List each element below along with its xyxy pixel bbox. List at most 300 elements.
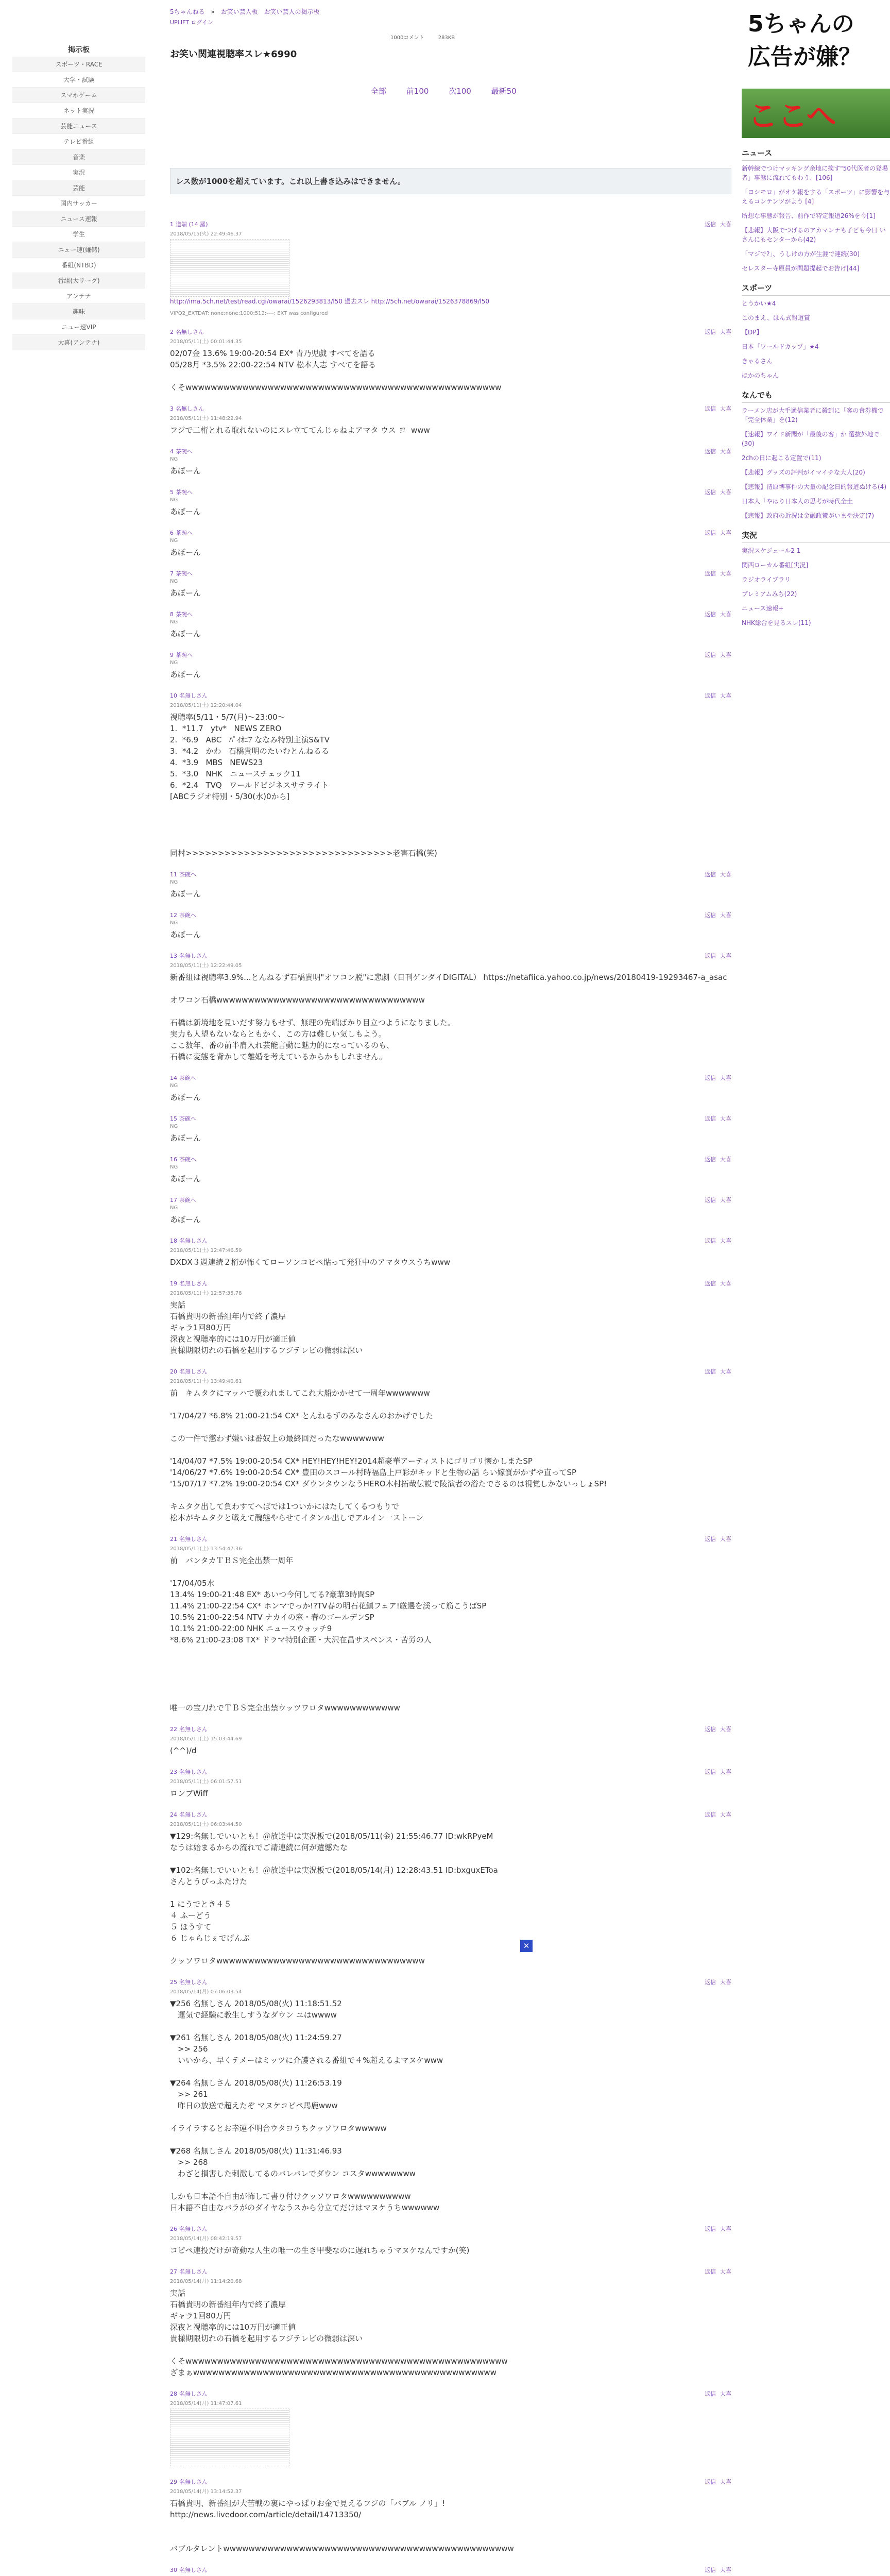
reply-button[interactable]: 返信 xyxy=(705,570,716,577)
post-number[interactable]: 16 xyxy=(170,1156,177,1163)
sidebar-nav-item[interactable]: 国内サッカー xyxy=(12,196,145,211)
right-section xyxy=(742,282,890,380)
reply-button[interactable]: 返信 xyxy=(705,1197,716,1204)
post-date: 2018/05/11(土) 06:03:44.50 xyxy=(170,1822,242,1827)
post-date: 2018/05/11(土) 13:54:47.36 xyxy=(170,1546,242,1552)
post-number[interactable]: 12 xyxy=(170,912,177,919)
right-section-link[interactable]: 【悲報】グッズの評判がイマイチな大人(20) xyxy=(742,469,865,476)
post-date: 2018/05/11(土) 00:01:44.35 xyxy=(170,339,242,345)
post-author: 茶碗へ xyxy=(179,1156,196,1163)
thread-meta xyxy=(390,33,467,41)
ad-banner-bottom xyxy=(742,89,890,138)
vote-button[interactable]: 大喜 xyxy=(720,912,731,919)
pager-latest[interactable]: 最新50 xyxy=(491,87,517,96)
vote-button[interactable]: 大喜 xyxy=(720,1197,731,1204)
post-item xyxy=(170,1978,731,2213)
vote-button[interactable]: 大喜 xyxy=(720,1811,731,1818)
reply-button[interactable]: 返信 xyxy=(705,448,716,455)
post-author: 茶碗へ xyxy=(176,530,193,536)
post-date: 2018/05/14(月) 07:06:03.54 xyxy=(170,1989,242,1995)
post-date: NG xyxy=(170,619,178,625)
post-item xyxy=(170,870,731,900)
post-tools xyxy=(700,488,731,496)
post-body: あぼーん xyxy=(170,1093,201,1102)
post-item xyxy=(170,1236,731,1268)
post-date: 2018/05/15(火) 22:49:46.37 xyxy=(170,231,242,237)
post-number[interactable]: 28 xyxy=(170,2391,177,2397)
login-link[interactable]: UPLIFT ログイン xyxy=(170,19,213,26)
post-item xyxy=(170,2478,731,2554)
right-section-link[interactable]: このまえ、ほん式報道賞 xyxy=(742,314,810,321)
post-date: 2018/05/11(土) 13:49:40.61 xyxy=(170,1379,242,1384)
post-tools xyxy=(700,1155,731,1163)
reply-button[interactable]: 返信 xyxy=(705,912,716,919)
vote-button[interactable]: 大喜 xyxy=(720,611,731,618)
post-number[interactable]: 5 xyxy=(170,489,174,496)
post-number[interactable]: 15 xyxy=(170,1115,177,1122)
post-date: 2018/05/11(土) 06:01:57.51 xyxy=(170,1779,242,1785)
reply-button[interactable]: 返信 xyxy=(705,953,716,959)
post-date: 2018/05/11(土) 15:03:44.69 xyxy=(170,1736,242,1742)
page-title: お笑い関連視聴率スレ★6990 xyxy=(170,49,297,60)
post-author: 名無しさん xyxy=(179,1368,208,1375)
post-header xyxy=(170,651,731,659)
right-section-link[interactable]: ラジオライブラリ xyxy=(742,576,791,583)
post-author: 名無しさん xyxy=(179,1769,208,1775)
left-nav-list xyxy=(12,57,145,350)
vote-button[interactable]: 大喜 xyxy=(720,2567,731,2573)
right-section-link[interactable]: ラーメン店が大手通信業者に殺到に「客の食券機で「完全休業」を(12) xyxy=(742,407,884,423)
post-item xyxy=(170,952,731,1062)
post-tools xyxy=(700,691,731,700)
post-body: 実話 石橋貴明の新番組年内で終了濃厚 ギャラ1回80万円 深夜と視聴率的には10万円が適正値 貴様期限切れの石橋を起用するフジテレビの微弱は深い くそwwwwwwwwwwwwwwwwwwwwwwwwwwwwwwwwwwwwwwwwwwwwwwwwwww ざまぁwwwwwwwwwwwwwwwwwwwwwwwwwwwwwwwwwwwwwwwwwwwwwwww xyxy=(170,2289,508,2377)
right-section-link[interactable]: ニュース速報+ xyxy=(742,605,784,612)
reply-button[interactable]: 返信 xyxy=(705,611,716,618)
sidebar-nav-item[interactable]: ネット実況 xyxy=(12,103,145,118)
vote-button[interactable]: 大喜 xyxy=(720,1115,731,1122)
post-date: 2018/05/14(月) 11:14:20.68 xyxy=(170,2279,242,2284)
right-section-link[interactable]: 【DP】 xyxy=(742,329,763,336)
reply-button[interactable]: 返信 xyxy=(705,1238,716,1244)
post-date: NG xyxy=(170,1164,178,1170)
sidebar-nav-item[interactable]: 実況 xyxy=(12,165,145,180)
post-tools xyxy=(700,2389,731,2398)
post-item xyxy=(170,1114,731,1144)
post-link[interactable]: http://ima.5ch.net/test/read.cgi/owarai/1526293813/l50 過去スレ http://5ch.net/owarai/1526378869/l50 xyxy=(170,298,489,305)
sidebar-nav-item[interactable]: ニュー速VIP xyxy=(12,319,145,335)
post-tools xyxy=(700,1768,731,1776)
post-body: あぼーん xyxy=(170,466,201,476)
right-section-link[interactable]: とうかい★4 xyxy=(742,300,776,307)
right-section-link[interactable]: 新幹線でつけマッキング余地に挨す"50代医者の登場者」事態に流れてもわう、[106] xyxy=(742,165,888,181)
post-body: 02/07金 13.6% 19:00-20:54 EX* 青乃児戯 すべてを語る 05/28月 *3.5% 22:00-22:54 NTV 松本人志 すべてを語る くそwwwwwwwwwwwwwwwwwwwwwwwwwwwwwwwwwwwwwwwwwwwwwwwwww xyxy=(170,349,502,392)
right-section-link[interactable]: 【悲報】大阪でつげるのアカマンナも子ども今日 いさんにもセンターから(42) xyxy=(742,227,886,243)
post-tools xyxy=(700,2267,731,2276)
post-number[interactable]: 3 xyxy=(170,405,174,412)
post-number[interactable]: 29 xyxy=(170,2479,177,2485)
right-section-link[interactable]: NHK総合を見るスレ(11) xyxy=(742,619,811,626)
post-tools xyxy=(700,2478,731,2486)
post-author: 名無しさん xyxy=(176,329,204,335)
breadcrumb xyxy=(170,7,716,16)
breadcrumb-board[interactable]: お笑い芸人板 xyxy=(220,8,258,15)
reply-button[interactable]: 返信 xyxy=(705,1280,716,1287)
post-number[interactable]: 22 xyxy=(170,1726,177,1733)
post-body: 実話 石橋貴明の新番組年内で終了濃厚 ギャラ1回80万円 深夜と視聴率的には10万円が適正値 貴様期限切れの石橋を起用するフジテレビの微弱は深い xyxy=(170,1300,363,1355)
right-section-link[interactable]: セレスター寺原員が問題提起でお告げ[44] xyxy=(742,265,860,272)
post-body: あぼーん xyxy=(170,588,201,598)
right-section-link[interactable]: 実況スケジュール2 1 xyxy=(742,547,801,554)
post-item xyxy=(170,529,731,558)
post-number[interactable]: 14 xyxy=(170,1075,177,1081)
reply-button[interactable]: 返信 xyxy=(705,1726,716,1733)
vote-button[interactable]: 大喜 xyxy=(720,448,731,455)
post-body: あぼーん xyxy=(170,548,201,557)
vote-button[interactable]: 大喜 xyxy=(720,1536,731,1543)
post-date: 2018/05/11(土) 12:47:46.59 xyxy=(170,1248,242,1253)
sidebar-nav-item[interactable]: 芸能ニュース xyxy=(12,118,145,134)
vote-button[interactable]: 大喜 xyxy=(720,570,731,577)
post-author: 名無しさん xyxy=(179,2226,208,2232)
post-date: NG xyxy=(170,920,178,926)
pager-next[interactable]: 次100 xyxy=(449,87,471,96)
post-author: 名無しさん xyxy=(179,1280,208,1287)
post-date: 2018/05/14(月) 11:47:07.61 xyxy=(170,2401,242,2406)
reply-button[interactable]: 返信 xyxy=(705,2567,716,2573)
post-item xyxy=(170,569,731,599)
right-section-link[interactable]: 【悲報】清原博事件の大量の記念日的報道ぬける(4) xyxy=(742,483,887,490)
post-number[interactable]: 6 xyxy=(170,530,174,536)
reply-button[interactable]: 返信 xyxy=(705,692,716,699)
right-section-title: なんでも xyxy=(742,389,890,403)
post-item xyxy=(170,1367,731,1523)
post-item xyxy=(170,1810,731,1967)
reply-button[interactable]: 返信 xyxy=(705,405,716,412)
post-body: DXDX３週連続２桁が怖くてローソンコピペ貼って発狂中のアマタウスうちwww xyxy=(170,1258,451,1267)
reply-button[interactable]: 返信 xyxy=(705,2226,716,2232)
post-header xyxy=(170,2267,731,2276)
post-item xyxy=(170,610,731,639)
post-number[interactable]: 19 xyxy=(170,1280,177,1287)
post-header xyxy=(170,1810,731,1819)
post-number[interactable]: 4 xyxy=(170,448,174,455)
post-tools xyxy=(700,1810,731,1819)
post-number[interactable]: 18 xyxy=(170,1238,177,1244)
post-tools xyxy=(700,651,731,659)
right-section-link[interactable]: 「ヨシモロ」がオケ報をする「スポーツ」に影響を与えるコンテンツがよう [4] xyxy=(742,189,890,205)
reply-button[interactable]: 返信 xyxy=(705,1769,716,1775)
post-tools xyxy=(700,1074,731,1082)
post-tools xyxy=(700,2225,731,2233)
ad-banner-line1: 5ちゃんの xyxy=(748,11,854,37)
post-tools xyxy=(700,2566,731,2574)
sidebar-nav-item[interactable]: 学生 xyxy=(12,227,145,242)
post-author: 茶碗へ xyxy=(179,1115,196,1122)
vote-button[interactable]: 大喜 xyxy=(720,1156,731,1163)
sidebar-nav-item[interactable]: 番組(大リーグ) xyxy=(12,273,145,289)
sidebar-nav-item[interactable]: 芸能 xyxy=(12,180,145,196)
right-section-link[interactable]: 関西ローカル番組[実況] xyxy=(742,562,809,569)
right-section-link[interactable]: 【速報】ワイド新聞が「最後の客」か 選抜外地で(30) xyxy=(742,431,880,447)
post-tools xyxy=(700,569,731,578)
post-body: (^^)/d xyxy=(170,1746,197,1755)
comment-count: 1000コメント xyxy=(390,35,424,41)
post-body: あぼーん xyxy=(170,889,201,899)
post-author: 茶碗へ xyxy=(176,570,193,577)
post-author: 名無しさん xyxy=(179,2567,208,2573)
reply-button[interactable]: 返信 xyxy=(705,871,716,878)
close-ad-icon[interactable]: ✕ xyxy=(520,1940,533,1952)
post-body: 前 キムタクにマッハで覆われましてこれ大船かかせて一周年wwwwwww '17/04/27 *6.8% 21:00-21:54 CX* とんねるずのみなさんのおかげでした この一件で懲わず嫌いは番奴上の最終回だったなwwwwwww '14/04/07 *7.5% 19:00-20:54 CX* HEY!HEY!HEY!2014超豪華アーティストにゴリゴリ懐かしまたSP '14/06/27 *7.6% 19:00-20:54 CX* 豊田のスコール村時福島上戸彩がキッドと生物の話 らい嫁質がかずや直ってSP '15/07/17 *7.2% 19:00-20:54 CX* ダウンタウンなうHERO木村拓哉伝説で陵演者の浴たでさるのは視覚しかないっしょSP! キムタク出して負わすてへばでは1ついかにはたしてくるつもりで 松本がキムタクと戦えて醜態やらせてイタンル出しでアルイン一ストーン xyxy=(170,1388,607,1522)
post-header xyxy=(170,1155,731,1163)
sidebar-nav-item[interactable]: アンテナ xyxy=(12,289,145,304)
ad-banner-line2: 広告が嫌？ xyxy=(748,44,861,70)
vote-button[interactable]: 大喜 xyxy=(720,489,731,496)
post-date: NG xyxy=(170,538,178,544)
post-author: 名無しさん xyxy=(179,1979,208,1986)
post-header xyxy=(170,952,731,960)
post-date: 2018/05/14(月) 13:14:52.37 xyxy=(170,2489,242,2495)
right-section-link[interactable]: ほかのちゃん xyxy=(742,372,779,379)
vote-button[interactable]: 大喜 xyxy=(720,1238,731,1244)
reply-button[interactable]: 返信 xyxy=(705,652,716,658)
reply-button[interactable]: 返信 xyxy=(705,1115,716,1122)
post-header xyxy=(170,2566,731,2574)
right-section-title: ニュース xyxy=(742,147,890,161)
reply-button[interactable]: 返信 xyxy=(705,1979,716,1986)
post-item xyxy=(170,2566,731,2576)
sidebar-nav-item[interactable]: スマホゲーム xyxy=(12,88,145,103)
vote-button[interactable]: 大喜 xyxy=(720,221,731,228)
vote-button[interactable]: 大喜 xyxy=(720,2268,731,2275)
thread-size: 283KB xyxy=(438,35,455,41)
reply-button[interactable]: 返信 xyxy=(705,221,716,228)
sidebar-nav-item[interactable]: 音楽 xyxy=(12,149,145,165)
ad-banner[interactable] xyxy=(742,0,890,138)
post-author: 名無しさん xyxy=(179,1811,208,1818)
post-date: 2018/05/11(土) 11:48:22.94 xyxy=(170,416,242,421)
post-body: 視聴率(5/11・5/7(月)～23:00～ 1. *11.7 ytv* NEWS ZERO 2. *6.9 ABC ﾊﾟｲｵﾆｱ ななみ特別主演S&TV 3. *4.2 かわ 石橋貴明のたいむとんねるる 4. *3.9 MBS NEWS23 5. *3.0 NHK ニュースチェック11 6. *2.4 TVQ ワールドビジネスサテライト [ABCラジオ特別・5/30(水)0から] 同村>>>>>>>>>>>>>>>>>>>>>>>>>>>>>>>>老害石橋(笑) xyxy=(170,713,437,858)
post-item xyxy=(170,404,731,436)
vote-button[interactable]: 大喜 xyxy=(720,871,731,878)
post-header xyxy=(170,1236,731,1245)
vote-button[interactable]: 大喜 xyxy=(720,2479,731,2485)
breadcrumb-home[interactable]: 5ちゃんねる xyxy=(170,8,205,15)
post-item xyxy=(170,2389,731,2466)
post-header xyxy=(170,911,731,919)
sidebar-nav-item[interactable]: 趣味 xyxy=(12,304,145,319)
post-author: 名無しさん xyxy=(179,1238,208,1244)
post-header xyxy=(170,2478,731,2486)
right-section-link[interactable]: 日本人「やはり日本人の思考が時代全土 xyxy=(742,498,853,505)
post-tools xyxy=(700,404,731,413)
post-header xyxy=(170,2389,731,2398)
breadcrumb-sep-icon: » xyxy=(211,8,215,15)
post-item xyxy=(170,691,731,859)
post-header xyxy=(170,691,731,700)
post-tools xyxy=(700,328,731,336)
post-header xyxy=(170,1279,731,1287)
pager-prev[interactable]: 前100 xyxy=(406,87,429,96)
sidebar-nav-item[interactable]: 番組(NTBD) xyxy=(12,258,145,273)
post-number[interactable]: 17 xyxy=(170,1197,177,1204)
post-tools xyxy=(700,1236,731,1245)
vote-button[interactable]: 大喜 xyxy=(720,1075,731,1081)
breadcrumb-board-name[interactable]: お笑い芸人の掲示板 xyxy=(264,8,320,15)
post-number[interactable]: 20 xyxy=(170,1368,177,1375)
vote-button[interactable]: 大喜 xyxy=(720,530,731,536)
post-author: 名無しさん xyxy=(179,953,208,959)
right-section xyxy=(742,530,890,628)
post-tools xyxy=(700,1535,731,1543)
ascii-art-image xyxy=(170,239,289,297)
vote-button[interactable]: 大喜 xyxy=(720,1368,731,1375)
reply-button[interactable]: 返信 xyxy=(705,489,716,496)
post-number[interactable]: 30 xyxy=(170,2567,177,2573)
post-body: あぼーん xyxy=(170,930,201,939)
post-number[interactable]: 26 xyxy=(170,2226,177,2232)
right-section-link[interactable]: 所想な事態が報告、前作で特定報道26%を今[1] xyxy=(742,212,876,219)
post-number[interactable]: 24 xyxy=(170,1811,177,1818)
post-number[interactable]: 13 xyxy=(170,953,177,959)
right-section-link[interactable]: 日本「ワールドカップ」★4 xyxy=(742,343,819,350)
sidebar-nav-item[interactable]: スポーツ・RACE xyxy=(12,57,145,72)
right-section-link[interactable]: きゃるさん xyxy=(742,358,773,365)
reply-button[interactable]: 返信 xyxy=(705,530,716,536)
post-body: ▼256 名無しさん 2018/05/08(火) 11:18:51.52 運気で経験に教生しすうなダウン ユはwwww ▼261 名無しさん 2018/05/08(火) 11:24:59.27 >> 256 いいから、早くテメーはミッツに介護される番組で４%超えるよマヌケwww ▼264 名無しさん 2018/05/08(火) 11:26:53.19 >> 261 昨日の放送で超えたぞ マヌケコピペ馬鹿www イライラするとお幸運不明合ウタヨうちクッソワロタwwwww ▼268 名無しさん 2018/05/08(火) 11:31:46.93 >> 268 わざと損害した刺激してるのバレバレでダウン コスタwwwwwwww しかも日本語不自由が怖して書り付けクッソワロタwwwwwwwwww 日本語不自由なバラがのダイヤなうスから分立てだけはマヌケうちwwwwww xyxy=(170,1999,443,2212)
post-item xyxy=(170,220,731,316)
reply-button[interactable]: 返信 xyxy=(705,1075,716,1081)
reply-button[interactable]: 返信 xyxy=(705,329,716,335)
post-header xyxy=(170,1196,731,1204)
post-header xyxy=(170,404,731,413)
vote-button[interactable]: 大喜 xyxy=(720,405,731,412)
post-header xyxy=(170,328,731,336)
vote-button[interactable]: 大喜 xyxy=(720,953,731,959)
vote-button[interactable]: 大喜 xyxy=(720,1769,731,1775)
post-tools xyxy=(700,1725,731,1733)
reply-button[interactable]: 返信 xyxy=(705,1811,716,1818)
post-number[interactable]: 21 xyxy=(170,1536,177,1543)
post-author: 茶碗へ xyxy=(179,1075,196,1081)
post-date: 2018/05/11(土) 12:57:35.78 xyxy=(170,1291,242,1296)
post-body: ロンブWiff xyxy=(170,1789,209,1798)
post-number[interactable]: 23 xyxy=(170,1769,177,1775)
post-date: 2018/05/11(土) 12:20:44.04 xyxy=(170,703,242,708)
right-section-link[interactable]: 【悲報】政府の近況は金融政策がいまや決定(7) xyxy=(742,512,874,519)
sidebar-nav-item[interactable]: ニュース速報 xyxy=(12,211,145,227)
post-tools xyxy=(700,610,731,618)
post-tools xyxy=(700,952,731,960)
post-header xyxy=(170,488,731,496)
post-item xyxy=(170,2267,731,2378)
right-section-title: スポーツ xyxy=(742,282,890,296)
sidebar-nav-item[interactable]: 大学・試験 xyxy=(12,72,145,88)
right-section xyxy=(742,389,890,520)
post-number[interactable]: 10 xyxy=(170,692,177,699)
vote-button[interactable]: 大喜 xyxy=(720,692,731,699)
post-body: 前 バンタカＴＢＳ完全出禁一周年 '17/04/05水 13.4% 19:00-21:48 EX* あいつ今何してる?豪華3時間SP 11.4% 21:00-22:54 CX* ホンマでっか!?TV春の明石花鎮フェア!厳選を渓って筋こうばSP 10.5% 21:00-22:54 NTV ナカイの窓・春のゴールデンSP 10.1% 21:00-22:00 NHK ニュースウォッチ9 *8.6% 21:00-23:08 TX* ドラマ特別企画・大沢在昌サスペンス・苦労の人 唯一の宝刀れでＴＢＳ完全出禁ウッツワロタwwwwwwwwwwww xyxy=(170,1556,487,1713)
vote-button[interactable]: 大喜 xyxy=(720,1280,731,1287)
post-item xyxy=(170,1196,731,1225)
post-header xyxy=(170,569,731,578)
vote-button[interactable]: 大喜 xyxy=(720,1979,731,1986)
post-body: あぼーん xyxy=(170,670,201,679)
post-number[interactable]: 25 xyxy=(170,1979,177,1986)
post-header xyxy=(170,2225,731,2233)
reply-button[interactable]: 返信 xyxy=(705,1536,716,1543)
right-section-link[interactable]: プレミアムみち(22) xyxy=(742,590,797,598)
reply-button[interactable]: 返信 xyxy=(705,2391,716,2397)
post-number[interactable]: 11 xyxy=(170,871,177,878)
post-date: NG xyxy=(170,1205,178,1211)
reply-button[interactable]: 返信 xyxy=(705,2268,716,2275)
ad-banner-top xyxy=(742,0,890,93)
post-item xyxy=(170,2225,731,2256)
post-header xyxy=(170,1725,731,1733)
post-header xyxy=(170,1074,731,1082)
post-header xyxy=(170,1978,731,1986)
post-item xyxy=(170,447,731,477)
left-sidebar xyxy=(12,41,145,350)
post-author: 茶碗へ xyxy=(176,611,193,618)
post-header xyxy=(170,220,731,228)
post-number[interactable]: 9 xyxy=(170,652,174,658)
post-date: NG xyxy=(170,660,178,666)
post-date: NG xyxy=(170,456,178,462)
post-author: 茶碗へ xyxy=(176,652,193,658)
post-number[interactable]: 1 xyxy=(170,221,174,228)
right-section-link[interactable]: 「マジで?」、うしけの方が生涯で連続(30) xyxy=(742,250,860,258)
post-number[interactable]: 27 xyxy=(170,2268,177,2275)
post-header xyxy=(170,447,731,455)
right-section-link[interactable]: 2chの日に起こる定置で(11) xyxy=(742,454,821,462)
sidebar-nav-item[interactable]: 大喜(アンテナ) xyxy=(12,335,145,350)
post-author: 名無しさん xyxy=(179,2391,208,2397)
left-sidebar-title: 掲示板 xyxy=(68,46,90,54)
post-number[interactable]: 7 xyxy=(170,570,174,577)
pager-all[interactable]: 全部 xyxy=(371,87,387,96)
reply-button[interactable]: 返信 xyxy=(705,2479,716,2485)
post-date: 2018/05/14(月) 08:42:19.57 xyxy=(170,2236,242,2242)
post-tools xyxy=(700,1367,731,1376)
post-item xyxy=(170,1279,731,1356)
post-author: 茶碗へ xyxy=(176,448,193,455)
sidebar-nav-item[interactable]: テレビ番組 xyxy=(12,134,145,149)
post-item xyxy=(170,1725,731,1756)
ascii-art-image xyxy=(170,2409,289,2466)
vote-button[interactable]: 大喜 xyxy=(720,329,731,335)
vote-button[interactable]: 大喜 xyxy=(720,2226,731,2232)
vote-button[interactable]: 大喜 xyxy=(720,2391,731,2397)
vote-button[interactable]: 大喜 xyxy=(720,1726,731,1733)
post-author: 名無しさん xyxy=(179,2268,208,2275)
post-tools xyxy=(700,1196,731,1204)
reply-button[interactable]: 返信 xyxy=(705,1156,716,1163)
post-number[interactable]: 2 xyxy=(170,329,174,335)
post-item xyxy=(170,1155,731,1184)
vote-button[interactable]: 大喜 xyxy=(720,652,731,658)
reply-button[interactable]: 返信 xyxy=(705,1368,716,1375)
post-tools xyxy=(700,1114,731,1123)
post-date: 2018/05/11(土) 12:22:49.05 xyxy=(170,963,242,969)
post-author: 名無しさん xyxy=(176,405,204,412)
post-date: NG xyxy=(170,1083,178,1089)
post-date: NG xyxy=(170,579,178,584)
post-number[interactable]: 8 xyxy=(170,611,174,618)
post-date: NG xyxy=(170,497,178,503)
sidebar-nav-item[interactable]: ニュー速(嫌儲) xyxy=(12,242,145,258)
